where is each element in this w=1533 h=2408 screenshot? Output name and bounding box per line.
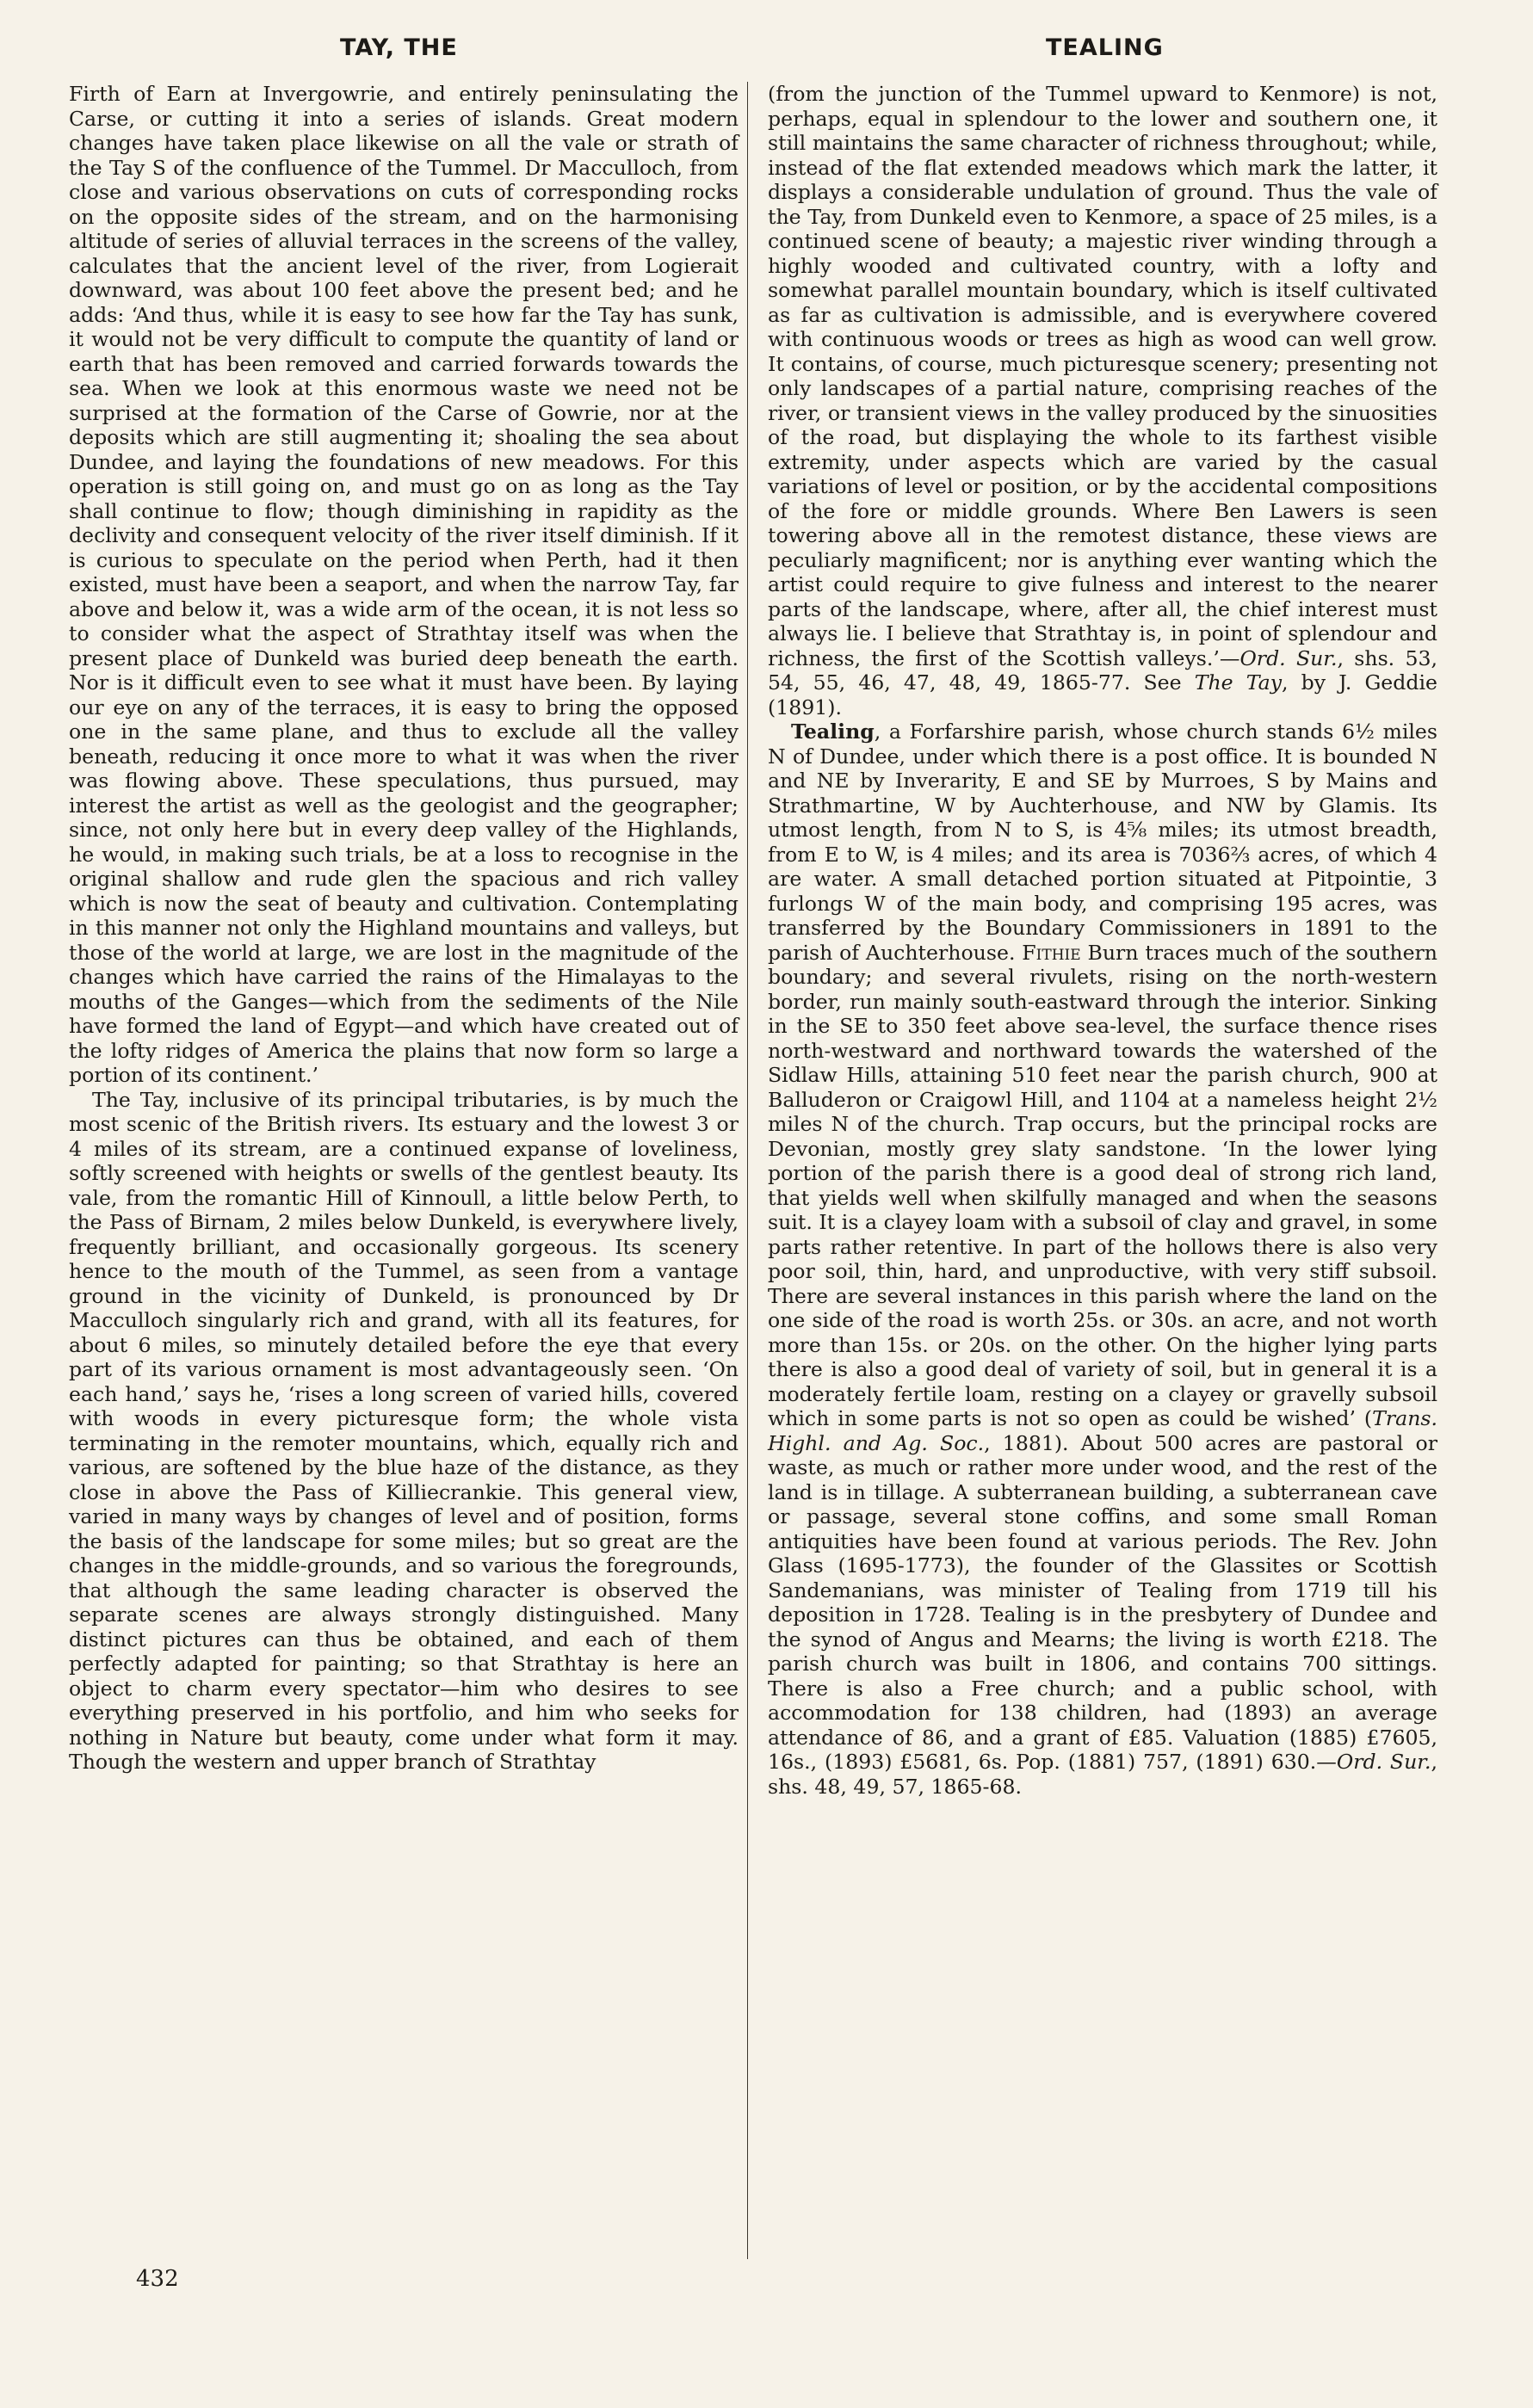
left-column (69, 82, 739, 1775)
text-run: Burn traces much of the southern boundary; and several rivulets, rising on the north-western border, run mainly south-eastward through the interior. Sinking in the SE to 350 feet above sea-level, the surface thence rises north-westward and northward towards the watershed of the Sidlaw Hills, attaining 510 feet near the parish church, 900 at Balluderon or Craigowl Hill, and 1104 at a nameless height 2½ miles N of the church. Trap occurs, but the principal rocks are Devonian, mostly grey slaty sandstone. ‘In the lower lying portion of the parish there is a good deal of strong rich land, that yields well when skilfully managed and when the seasons suit. It is a clayey loam with a subsoil of clay and gravel, in some parts rather retentive. In part of the hollows there is also very poor soil, thin, hard, and unproductive, with very stiff subsoil. There are several instances in this parish where the land on the one side of the road is worth 25s. or 30s. an acre, and not worth more than 15s. or 20s. on the other. On the higher lying parts there is also a good deal of variety of soil, but in general it is a moderately fertile loam, resting on a clayey or gravelly subsoil which in some parts is not so open as could be wished’ ( (768, 940, 1438, 1430)
paragraph: The Tay, inclusive of its principal tributaries, is by much the most scenic of the British rivers. Its estuary and the lowest 3 or 4 miles of its stream, are a continued expanse of loveliness, softly screened with heights or swells of the gentlest beauty. Its vale, from the romantic Hill of Kinnoull, a little below Perth, to the Pass of Birnam, 2 miles below Dunkeld, is everywhere lively, frequently brilliant, and occasionally gorgeous. Its scenery hence to the mouth of the Tummel, as seen from a vantage ground in the vicinity of Dunkeld, is pronounced by Dr Macculloch singularly rich and grand, with all its features, for about 6 miles, so minutely detailed before the eye that every part of its various ornament is most advantageously seen. ‘On each hand,’ says he, ‘rises a long screen of varied hills, covered with woods in every picturesque form; the whole vista terminating in the remoter mountains, which, equally rich and various, are softened by the blue haze of the distance, as they close in above the Pass of Killiecrankie. This general view, varied in many ways by changes of level and of position, forms the basis of the landscape for some miles; but so great are the changes in the middle-grounds, and so various the foregrounds, that although the same leading character is observed the separate scenes are always strongly distinguished. Many distinct pictures can thus be obtained, and each of them perfectly adapted for painting; so that Strathtay is here an object to charm every spectator—him who desires to see everything preserved in his portfolio, and him who seeks for nothing in Nature but beauty, come under what form it may. Though the western and upper branch of Strathtay (69, 1087, 739, 1774)
text-run: , a Forfarshire parish, whose church stands 6½ miles N of Dundee, under which there is a post office. It is bounded N and NE by Inverarity, E and SE by Murroes, S by Mains and Strathmartine, W by Auchterhouse, and NW by Glamis. Its utmost length, from N to S, is 4⅝ miles; its utmost breadth, from E to W, is 4 miles; and its area is 7036⅔ acres, of which 4 are water. A small detached portion situated at Pitpointie, 3 furlongs W of the main body, and comprising 195 acres, was transferred by the Boundary Commissioners in 1891 to the parish of Auchterhouse. (768, 719, 1437, 965)
paragraph: Firth of Earn at Invergowrie, and entirely peninsulating the Carse, or cutting it into a series of islands. Great modern changes have taken place likewise on all the vale or strath of the Tay S of the confluence of the Tummel. Dr Macculloch, from close and various observations on cuts of corresponding rocks on the opposite sides of the stream, and on the harmonising altitude of series of alluvial terraces in the screens of the valley, calculates that the ancient level of the river, from Logierait downward, was about 100 feet above the present bed; and he adds: ‘And thus, while it is easy to see how far the Tay has sunk, it would not be very difficult to compute the quantity of land or earth that has been removed and carried forwards towards the sea. When we look at this enormous waste we need not be surprised at the formation of the Carse of Gowrie, nor at the deposits which are still augmenting it; shoaling the sea about Dundee, and laying the foundations of new meadows. For this operation is still going on, and must go on as long as the Tay shall continue to flow; though diminishing in rapidity as the declivity and consequent velocity of the river itself diminish. If it is curious to speculate on the period when Perth, had it then existed, must have been a seaport, and when the narrow Tay, far above and below it, was a wide arm of the ocean, it is not less so to consider what the aspect of Strathtay itself was when the present place of Dunkeld was buried deep beneath the earth. Nor is it difficult even to see what it must have been. By laying our eye on any of the terraces, it is easy to bring the opposed one in the same plane, and thus to exclude all the valley beneath, reducing it once more to what it was when the river was flowing above. These speculations, thus pursued, may interest the artist as well as the geologist and the geographer; since, not only here but in every deep valley of the Highlands, he would, in making such trials, be at a loss to recognise in the original shallow and rude glen the spacious and rich valley which is now the seat of beauty and cultivation. Contemplating in this manner not only the Highland mountains and valleys, but those of the world at large, we are lost in the magnitude of the changes which have carried the rains of the Himalayas to the mouths of the Ganges—which from the sediments of the Nile have formed the land of Egypt—and which have created out of the lofty ridges of America the plains that now form so large a portion of its continent.’ (69, 82, 739, 1087)
right-column (768, 82, 1437, 1799)
book-title: The Tay (1194, 670, 1283, 695)
gazetteer-entry (768, 719, 1437, 1799)
entry-title: Tealing (791, 719, 875, 744)
text-run: , shs. 53, 54, 55, 46, 47, 48, 49, 1865-77. See (768, 645, 1437, 695)
text-run: (from the junction of the Tummel upward to Kenmore) is not, perhaps, equal in splendour to the lower and southern one, it still maintains the same character of richness throughout; while, instead of the flat extended meadows which mark the latter, it displays a considerable undulation of ground. Thus the vale of the Tay, from Dunkeld even to Kenmore, a space of 25 miles, is a continued scene of beauty; a majestic river winding through a highly wooded and cultivated country, with a lofty and somewhat parallel mountain boundary, which is itself cultivated as far as cultivation is admissible, and is everywhere covered with continuous woods or trees as high as wood can well grow. It contains, of course, much picturesque scenery; presenting not only landscapes of a partial nature, comprising reaches of the river, or transient views in the valley produced by the sinuosities of the road, but displaying the whole to its farthest visible extremity, under aspects which are varied by the casual variations of level or position, or by the accidental compositions of the fore or middle grounds. Where Ben Lawers is seen towering above all in the remotest distance, these views are peculiarly magnificent; nor is anything ever wanting which the artist could require to give fulness and interest to the nearer parts of the landscape, where, after all, the chief interest must always lie. I believe that Strathtay is, in point of splendour and richness, the first of the Scottish valleys.’— (768, 82, 1437, 670)
reference-abbrev: Ord. Sur. (1336, 1750, 1431, 1774)
paragraph (768, 82, 1437, 719)
text-run: , shs. 48, 49, 57, 1865-68. (768, 1750, 1437, 1799)
column-divider (747, 82, 748, 2259)
text-run: , by J. Geddie (1891). (768, 670, 1437, 719)
header-right-title: TEALING (1046, 34, 1164, 61)
page-number: 432 (136, 2266, 179, 2292)
small-caps-name: Fithie (1022, 940, 1081, 965)
header-left-title: TAY, THE (340, 34, 458, 61)
text-run: , 1881). About 500 acres are pastoral or waste, as much or rather more under wood, and the rest of the land is in tillage. A subterranean building, a subterranean cave or passage, several stone coffins, and some small Roman antiquities have been found at various periods. The Rev. John Glass (1695-1773), the founder of the Glassites or Scottish Sandemanians, was minister of Tealing from 1719 till his deposition in 1728. Tealing is in the presbytery of Dundee and the synod of Angus and Mearns; the living is worth £218. The parish church was built in 1806, and contains 700 sittings. There is also a Free church; and a public school, with accommodation for 138 children, had (1893) an average attendance of 86, and a grant of £85. Valuation (1885) £7605, 16s., (1893) £5681, 6s. Pop. (1881) 757, (1891) 630.— (768, 1430, 1438, 1774)
reference-abbrev: Ord. Sur. (1239, 645, 1338, 670)
running-header (69, 34, 1480, 69)
citation: Trans. Highl. and Ag. Soc. (768, 1406, 1437, 1455)
